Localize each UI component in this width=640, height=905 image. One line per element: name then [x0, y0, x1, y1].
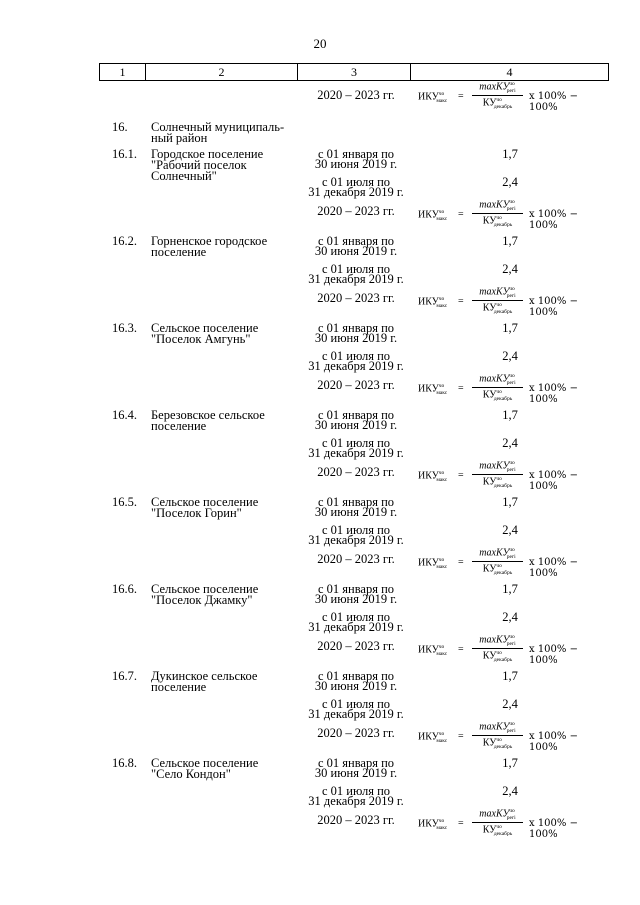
formula-num-text: maxКУ	[479, 286, 510, 298]
formula-numerator	[470, 721, 525, 734]
period-text: 31 декабря 2019 г.	[308, 446, 404, 460]
formula-num-sub: регі	[506, 641, 516, 648]
period-text: 2020 – 2023 гг.	[317, 465, 395, 479]
coefficient-value: 1,7	[502, 321, 518, 335]
row-name-line: Городское поселение	[151, 147, 264, 161]
formula-fraction	[470, 810, 525, 836]
period-text: с 01 января по	[317, 321, 395, 335]
formula-lhs-sup: чо	[438, 644, 445, 650]
formula-fraction	[470, 723, 525, 749]
period-text: с 01 января по	[317, 408, 395, 422]
formula-num-sup: чо	[509, 373, 515, 379]
formula-num-text: maxКУ	[479, 199, 510, 211]
period-text: 2020 – 2023 гг.	[317, 204, 395, 218]
period-text: 30 июня 2019 г.	[314, 157, 398, 171]
formula-num-sub: регі	[506, 554, 516, 561]
row-name-line: Сельское поселение	[151, 582, 259, 596]
formula-lhs-sup: чо	[438, 296, 445, 302]
formula-num-text: maxКУ	[479, 721, 510, 733]
formula-num-sub: регі	[506, 380, 516, 387]
period-text: 30 июня 2019 г.	[314, 244, 398, 258]
period-text: с 01 января по	[317, 756, 395, 770]
formula-tail: x 100% − 100%	[529, 557, 578, 579]
formula-lhs	[418, 296, 447, 309]
period-text: с 01 июля по	[321, 697, 391, 711]
formula-equals: =	[458, 383, 464, 394]
formula-num-sup: чо	[509, 634, 515, 640]
formula-numerator	[470, 808, 525, 821]
coefficient-value: 2,4	[502, 610, 518, 624]
formula-denominator	[470, 563, 525, 576]
formula-den-base: КУ	[482, 824, 497, 836]
period-text: с 01 июля по	[321, 610, 391, 624]
row-name-line: Дукинское сельское	[151, 669, 258, 683]
formula-den-sup: чо	[496, 824, 502, 830]
period-text: 31 декабря 2019 г.	[308, 533, 404, 547]
row-name-line: "Поселок Горин"	[151, 506, 242, 520]
formula-num-sup: чо	[509, 286, 515, 292]
period-text: 31 декабря 2019 г.	[308, 185, 404, 199]
formula-lhs-base: ИКУ	[418, 209, 439, 221]
row-name-line: "Поселок Амгунь"	[151, 332, 251, 346]
row-name-line: Сельское поселение	[151, 321, 259, 335]
formula-lhs-base: ИКУ	[418, 91, 439, 103]
formula	[418, 460, 608, 492]
formula-num-text: maxКУ	[479, 373, 510, 385]
formula	[418, 721, 608, 753]
formula-lhs-sub: макс	[436, 738, 448, 745]
section-number: 16.	[112, 120, 128, 134]
formula-lhs-sup: чо	[438, 91, 445, 97]
period-text: с 01 июля по	[321, 436, 391, 450]
formula	[418, 199, 608, 231]
formula-equals: =	[458, 296, 464, 307]
formula-fraction	[470, 636, 525, 662]
formula-lhs-sup: чо	[438, 557, 445, 563]
formula-den-sub: декабрь	[493, 570, 513, 577]
period-text: с 01 июля по	[321, 262, 391, 276]
formula-den-sub: декабрь	[493, 104, 513, 111]
formula-lhs	[418, 91, 447, 104]
formula-equals: =	[458, 557, 464, 568]
formula-num-text: maxКУ	[479, 460, 510, 472]
row-number: 16.1.	[112, 147, 137, 161]
formula-den-sub: декабрь	[493, 222, 513, 229]
formula-fraction	[470, 201, 525, 227]
coefficient-value: 2,4	[502, 697, 518, 711]
formula-num-text: maxКУ	[479, 547, 510, 559]
formula-den-base: КУ	[482, 389, 497, 401]
row-name-line: Сельское поселение	[151, 756, 259, 770]
formula	[418, 808, 608, 840]
formula-tail: x 100% − 100%	[529, 91, 578, 113]
formula-lhs-base: ИКУ	[418, 818, 439, 830]
formula	[418, 373, 608, 405]
formula-num-text: maxКУ	[479, 808, 510, 820]
formula-num-sub: регі	[506, 728, 516, 735]
formula-fraction	[470, 83, 525, 109]
formula	[418, 286, 608, 318]
coefficient-value: 1,7	[502, 669, 518, 683]
formula-den-base: КУ	[482, 215, 497, 227]
fraction-bar	[472, 387, 523, 388]
period-text: 2020 – 2023 гг.	[317, 639, 395, 653]
formula-den-base: КУ	[482, 563, 497, 575]
row-number: 16.3.	[112, 321, 137, 335]
formula-num-sup: чо	[509, 808, 515, 814]
column-header: 2	[146, 64, 298, 80]
formula-tail: x 100% − 100%	[529, 383, 578, 405]
formula-num-sup: чо	[509, 547, 515, 553]
formula-fraction	[470, 288, 525, 314]
period-text: 2020 – 2023 гг.	[317, 88, 395, 102]
fraction-bar	[472, 213, 523, 214]
period-text: 31 декабря 2019 г.	[308, 272, 404, 286]
formula-num-text: maxКУ	[479, 634, 510, 646]
formula-den-sup: чо	[496, 650, 502, 656]
formula-equals: =	[458, 731, 464, 742]
formula-lhs-base: ИКУ	[418, 731, 439, 743]
formula-numerator	[470, 547, 525, 560]
formula-equals: =	[458, 209, 464, 220]
formula-num-text: maxКУ	[479, 81, 510, 93]
formula-den-base: КУ	[482, 302, 497, 314]
row-name-line: "Поселок Джамку"	[151, 593, 253, 607]
formula-fraction	[470, 549, 525, 575]
formula-den-base: КУ	[482, 650, 497, 662]
formula-numerator	[470, 286, 525, 299]
formula-denominator	[470, 737, 525, 750]
formula-lhs	[418, 731, 447, 744]
period-text: с 01 января по	[317, 669, 395, 683]
formula-den-sub: декабрь	[493, 657, 513, 664]
formula-den-sub: декабрь	[493, 744, 513, 751]
coefficient-value: 1,7	[502, 495, 518, 509]
row-name-line: Березовское сельское	[151, 408, 265, 422]
formula-fraction	[470, 375, 525, 401]
formula-equals: =	[458, 470, 464, 481]
formula-lhs	[418, 644, 447, 657]
formula-tail: x 100% − 100%	[529, 296, 578, 318]
period-text: с 01 января по	[317, 147, 395, 161]
formula-num-sub: регі	[506, 206, 516, 213]
period-text: с 01 января по	[317, 234, 395, 248]
formula-den-sup: чо	[496, 476, 502, 482]
formula	[418, 634, 608, 666]
formula-lhs	[418, 470, 447, 483]
formula-num-sup: чо	[509, 460, 515, 466]
row-number: 16.2.	[112, 234, 137, 248]
formula-tail: x 100% − 100%	[529, 470, 578, 492]
row-name-line: Сельское поселение	[151, 495, 259, 509]
formula-numerator	[470, 460, 525, 473]
formula-denominator	[470, 97, 525, 110]
row-name-line: Горненское городское	[151, 234, 268, 248]
section-name-line: Солнечный муниципаль-	[151, 120, 285, 134]
row-name-line: поселение	[151, 680, 207, 694]
coefficient-value: 1,7	[502, 234, 518, 248]
period-text: с 01 января по	[317, 582, 395, 596]
coefficient-value: 2,4	[502, 175, 518, 189]
row-number: 16.6.	[112, 582, 137, 596]
row-name-line: Солнечный"	[151, 169, 217, 183]
period-text: 2020 – 2023 гг.	[317, 291, 395, 305]
formula-lhs-sub: макс	[436, 216, 448, 223]
formula-lhs-sub: макс	[436, 98, 448, 105]
column-header: 3	[298, 64, 411, 80]
period-text: 2020 – 2023 гг.	[317, 378, 395, 392]
formula-denominator	[470, 302, 525, 315]
formula-denominator	[470, 215, 525, 228]
formula-lhs-sub: макс	[436, 390, 448, 397]
formula-numerator	[470, 81, 525, 94]
formula-lhs-sub: макс	[436, 477, 448, 484]
period-text: 31 декабря 2019 г.	[308, 794, 404, 808]
coefficient-value: 2,4	[502, 436, 518, 450]
formula-denominator	[470, 824, 525, 837]
fraction-bar	[472, 95, 523, 96]
row-number: 16.5.	[112, 495, 137, 509]
formula-equals: =	[458, 818, 464, 829]
fraction-bar	[472, 822, 523, 823]
formula-num-sup: чо	[509, 81, 515, 87]
period-text: 30 июня 2019 г.	[314, 505, 398, 519]
formula-lhs-sub: макс	[436, 825, 448, 832]
period-text: 2020 – 2023 гг.	[317, 726, 395, 740]
fraction-bar	[472, 735, 523, 736]
period-text: 30 июня 2019 г.	[314, 679, 398, 693]
formula-lhs-sub: макс	[436, 303, 448, 310]
coefficient-value: 1,7	[502, 756, 518, 770]
formula-den-sup: чо	[496, 97, 502, 103]
formula-equals: =	[458, 644, 464, 655]
formula	[418, 81, 608, 113]
formula-tail: x 100% − 100%	[529, 818, 578, 840]
section-name-line: ный район	[151, 131, 208, 145]
formula-den-sub: декабрь	[493, 483, 513, 490]
formula-lhs-base: ИКУ	[418, 296, 439, 308]
formula-lhs	[418, 383, 447, 396]
period-text: с 01 июля по	[321, 175, 391, 189]
formula-num-sub: регі	[506, 467, 516, 474]
coefficient-value: 2,4	[502, 349, 518, 363]
period-text: 31 декабря 2019 г.	[308, 620, 404, 634]
formula-denominator	[470, 650, 525, 663]
period-text: 2020 – 2023 гг.	[317, 552, 395, 566]
formula-den-sup: чо	[496, 215, 502, 221]
page-number: 20	[313, 36, 327, 51]
period-text: с 01 января по	[317, 495, 395, 509]
period-text: 31 декабря 2019 г.	[308, 359, 404, 373]
formula-lhs-sup: чо	[438, 731, 445, 737]
formula-den-base: КУ	[482, 97, 497, 109]
formula-lhs	[418, 818, 447, 831]
formula-lhs-base: ИКУ	[418, 383, 439, 395]
formula-num-sup: чо	[509, 199, 515, 205]
period-text: с 01 июля по	[321, 784, 391, 798]
formula-lhs-base: ИКУ	[418, 470, 439, 482]
row-name-line: поселение	[151, 245, 207, 259]
fraction-bar	[472, 300, 523, 301]
formula-num-sub: регі	[506, 293, 516, 300]
row-number: 16.7.	[112, 669, 137, 683]
period-text: 30 июня 2019 г.	[314, 592, 398, 606]
period-text: 30 июня 2019 г.	[314, 418, 398, 432]
formula-den-sup: чо	[496, 737, 502, 743]
formula-numerator	[470, 373, 525, 386]
table-header	[99, 63, 609, 81]
formula-lhs-sub: макс	[436, 564, 448, 571]
formula-lhs-sup: чо	[438, 383, 445, 389]
period-text: с 01 июля по	[321, 523, 391, 537]
formula-den-sub: декабрь	[493, 309, 513, 316]
formula-tail: x 100% − 100%	[529, 731, 578, 753]
formula-denominator	[470, 476, 525, 489]
period-text: 30 июня 2019 г.	[314, 331, 398, 345]
row-name-line: "Рабочий поселок	[151, 158, 247, 172]
coefficient-value: 1,7	[502, 147, 518, 161]
period-text: 2020 – 2023 гг.	[317, 813, 395, 827]
row-number: 16.4.	[112, 408, 137, 422]
formula-equals: =	[458, 91, 464, 102]
coefficient-value: 2,4	[502, 262, 518, 276]
coefficient-value: 2,4	[502, 523, 518, 537]
formula-den-sub: декабрь	[493, 396, 513, 403]
formula-num-sub: регі	[506, 815, 516, 822]
formula-den-sup: чо	[496, 302, 502, 308]
formula-tail: x 100% − 100%	[529, 644, 578, 666]
fraction-bar	[472, 474, 523, 475]
coefficient-value: 1,7	[502, 582, 518, 596]
formula-den-sub: декабрь	[493, 831, 513, 838]
formula-den-sup: чо	[496, 563, 502, 569]
formula-fraction	[470, 462, 525, 488]
column-header: 4	[506, 65, 513, 79]
formula-den-base: КУ	[482, 737, 497, 749]
column-header: 1	[100, 64, 146, 80]
formula-lhs-sup: чо	[438, 209, 445, 215]
formula-lhs-sup: чо	[438, 818, 445, 824]
formula	[418, 547, 608, 579]
coefficient-value: 1,7	[502, 408, 518, 422]
formula-numerator	[470, 199, 525, 212]
fraction-bar	[472, 561, 523, 562]
formula-numerator	[470, 634, 525, 647]
formula-denominator	[470, 389, 525, 402]
row-name-line: "Село Кондон"	[151, 767, 231, 781]
formula-lhs	[418, 209, 447, 222]
formula-den-base: КУ	[482, 476, 497, 488]
formula-lhs-sub: макс	[436, 651, 448, 658]
formula-den-sup: чо	[496, 389, 502, 395]
row-number: 16.8.	[112, 756, 137, 770]
formula-lhs	[418, 557, 447, 570]
coefficient-value: 2,4	[502, 784, 518, 798]
fraction-bar	[472, 648, 523, 649]
period-text: 30 июня 2019 г.	[314, 766, 398, 780]
formula-num-sub: регі	[506, 88, 516, 95]
period-text: 31 декабря 2019 г.	[308, 707, 404, 721]
formula-lhs-sup: чо	[438, 470, 445, 476]
period-text: с 01 июля по	[321, 349, 391, 363]
formula-lhs-base: ИКУ	[418, 557, 439, 569]
formula-num-sup: чо	[509, 721, 515, 727]
formula-lhs-base: ИКУ	[418, 644, 439, 656]
row-name-line: поселение	[151, 419, 207, 433]
formula-tail: x 100% − 100%	[529, 209, 578, 231]
